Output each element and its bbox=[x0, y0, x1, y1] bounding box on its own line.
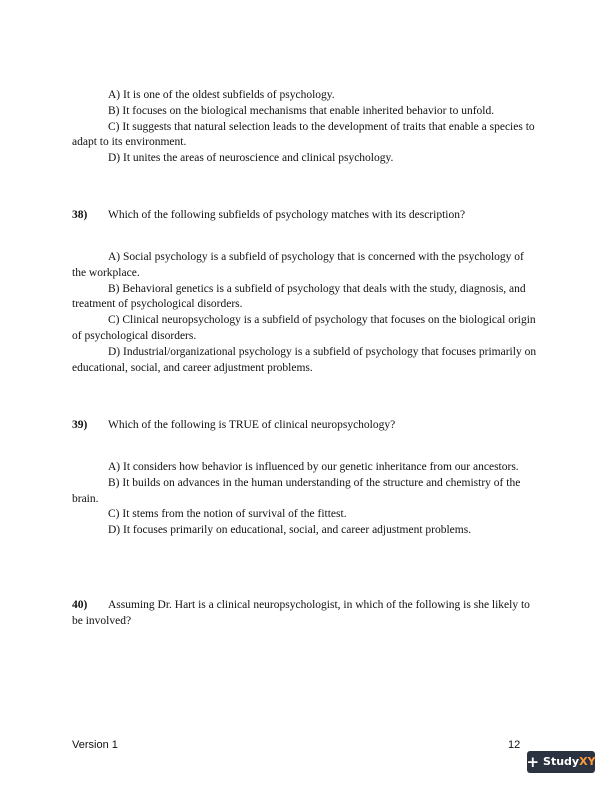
question-number: 39) bbox=[72, 419, 88, 431]
option-c: C) It stems from the notion of survival of the fittest. bbox=[108, 508, 347, 521]
question-39-stem bbox=[72, 418, 540, 434]
studyxy-badge[interactable] bbox=[527, 751, 595, 773]
question-39 bbox=[72, 418, 540, 434]
question-38-stem bbox=[72, 208, 540, 224]
question-text: Which of the following subfields of psychology matches with its description? bbox=[108, 209, 466, 221]
brand-name: StudyXY bbox=[543, 755, 596, 769]
question-40-stem bbox=[72, 598, 540, 630]
question-text: Assuming Dr. Hart is a clinical neuropsychologist, in which of the following is she likely to be involved? bbox=[72, 599, 530, 627]
option-b: B) It builds on advances in the human understanding of the structure and chemistry of the brain. bbox=[72, 476, 521, 505]
option-b: B) Behavioral genetics is a subfield of psychology that deals with the study, diagnosis, and treatment of psychological disorders. bbox=[72, 282, 526, 311]
question-40 bbox=[72, 598, 540, 630]
question-number: 40) bbox=[72, 599, 88, 611]
option-c: C) Clinical neuropsychology is a subfield of psychology that focuses on the biological origin of psychological disorders. bbox=[72, 314, 536, 342]
option-a: A) It considers how behavior is influenced by our genetic inheritance from our ancestors. bbox=[108, 461, 519, 473]
option-d: D) It unites the areas of neuroscience and clinical psychology. bbox=[108, 152, 394, 165]
option-c: C) It suggests that natural selection leads to the development of traits that enable a species to adapt to its environment. bbox=[72, 120, 535, 149]
prev-question-options bbox=[72, 88, 540, 167]
footer-page-number: 12 bbox=[508, 739, 521, 751]
question-number: 38) bbox=[72, 209, 88, 221]
question-39-options bbox=[72, 460, 540, 539]
option-d: D) Industrial/organizational psychology is a subfield of psychology that focuses primarily on educational, social, and career adjustment problems. bbox=[72, 345, 537, 374]
question-38-options bbox=[72, 250, 540, 376]
plus-icon: + bbox=[526, 752, 540, 771]
option-a: A) Social psychology is a subfield of psychology that is concerned with the psychology of the workplace. bbox=[72, 251, 524, 279]
question-38 bbox=[72, 208, 540, 224]
option-d: D) It focuses primarily on educational, social, and career adjustment problems. bbox=[108, 524, 472, 537]
question-text: Which of the following is TRUE of clinical neuropsychology? bbox=[108, 419, 396, 431]
option-b: B) It focuses on the biological mechanisms that enable inherited behavior to unfold. bbox=[108, 104, 495, 117]
footer-version: Version 1 bbox=[72, 739, 118, 751]
option-a: A) It is one of the oldest subfields of psychology. bbox=[108, 89, 335, 101]
